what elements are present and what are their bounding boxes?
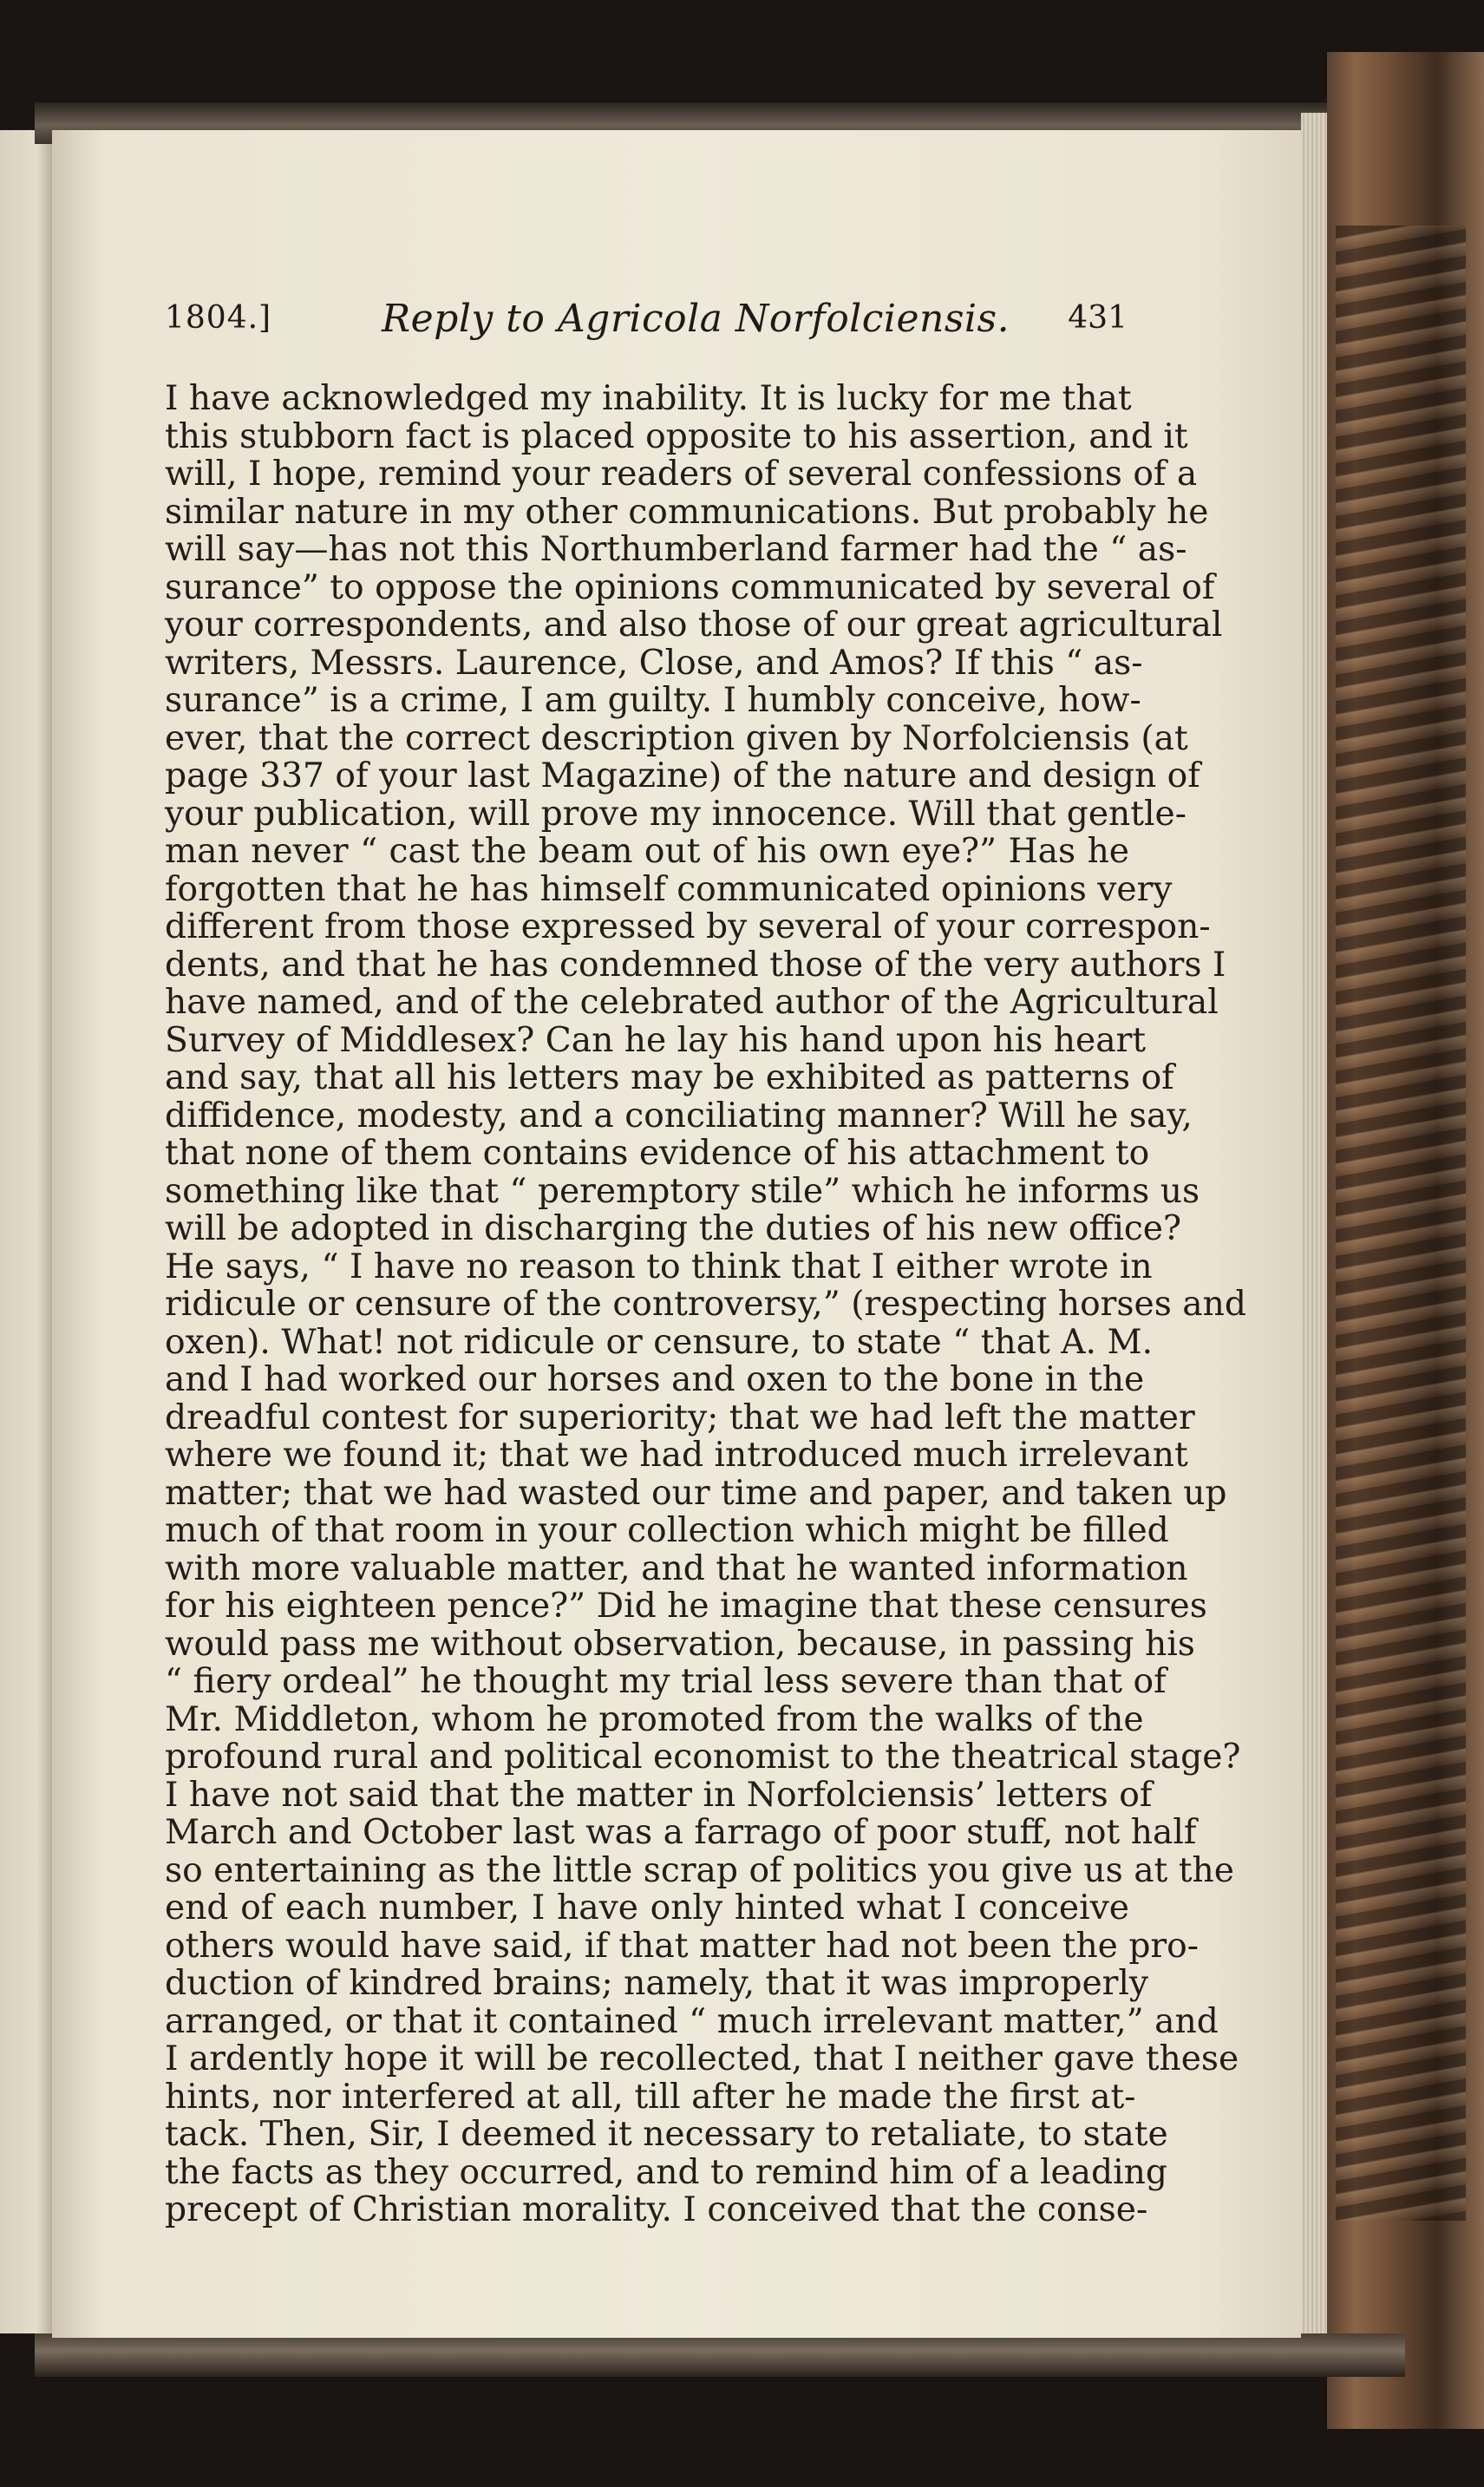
- text-line: similar nature in my other communications. But probably he: [165, 492, 1209, 532]
- header-year: 1804.]: [165, 300, 272, 336]
- text-line: man never “ cast the beam out of his own eye?” Has he: [165, 832, 1129, 871]
- text-line: dreadful contest for superiority; that we had left the matter: [165, 1397, 1195, 1437]
- text-line: duction of kindred brains; namely, that it was improperly: [165, 1964, 1149, 2003]
- marbled-binding: [1336, 226, 1466, 2221]
- page-number: 431: [1068, 300, 1128, 336]
- text-line: your correspondents, and also those of our great agricultural: [165, 605, 1223, 645]
- text-line: hints, nor interfered at all, till after he made the first at-: [165, 2077, 1136, 2117]
- body-text: [165, 379, 1246, 2229]
- text-line: forgotten that he has himself communicated opinions very: [165, 869, 1173, 909]
- text-line: He says, “ I have no reason to think that I either wrote in: [165, 1247, 1153, 1286]
- text-line: diffidence, modesty, and a conciliating manner? Will he say,: [165, 1096, 1193, 1136]
- text-line: this stubborn fact is placed opposite to his assertion, and it: [165, 416, 1188, 456]
- text-line: writers, Messrs. Laurence, Close, and Amos? If this “ as-: [165, 643, 1143, 683]
- text-line: where we found it; that we had introduced much irrelevant: [165, 1436, 1188, 1475]
- page-stack-edge: [1301, 113, 1327, 2351]
- text-line: the facts as they occurred, and to remind him of a leading: [165, 2152, 1167, 2192]
- text-line: surance” is a crime, I am guilty. I humbly conceive, how-: [165, 681, 1141, 720]
- text-line: March and October last was a farrago of poor stuff, not half: [165, 1813, 1197, 1852]
- text-line: profound rural and political economist to the theatrical stage?: [165, 1738, 1241, 1777]
- facing-page-edge: [0, 130, 52, 2333]
- text-line: for his eighteen pence?” Did he imagine that these censures: [165, 1587, 1207, 1626]
- text-line: I have acknowledged my inability. It is lucky for me that: [165, 379, 1132, 418]
- text-line: ridicule or censure of the controversy,” (respecting horses and: [165, 1285, 1246, 1324]
- text-line: I ardently hope it will be recollected, that I neither gave these: [165, 2039, 1239, 2078]
- text-line: ever, that the correct description given by Norfolciensis (at: [165, 718, 1188, 758]
- text-line: others would have said, if that matter had not been the pro-: [165, 1926, 1199, 1966]
- text-line: with more valuable matter, and that he wanted information: [165, 1548, 1188, 1588]
- text-line: will be adopted in discharging the duties of his new office?: [165, 1209, 1182, 1248]
- text-line: so entertaining as the little scrap of politics you give us at the: [165, 1850, 1234, 1890]
- text-line: end of each number, I have only hinted what I conceive: [165, 1888, 1129, 1927]
- text-line: precept of Christian morality. I conceived that the conse-: [165, 2190, 1148, 2229]
- text-line: different from those expressed by several of your correspon-: [165, 907, 1211, 946]
- text-line: your publication, will prove my innocence. Will that gentle-: [165, 794, 1187, 834]
- bottom-page-edge: [35, 2333, 1405, 2377]
- text-line: will, I hope, remind your readers of several confessions of a: [165, 455, 1198, 494]
- text-line: Mr. Middleton, whom he promoted from the walks of the: [165, 1699, 1144, 1739]
- text-line: tack. Then, Sir, I deemed it necessary to retaliate, to state: [165, 2115, 1168, 2154]
- text-line: Survey of Middlesex? Can he lay his hand upon his heart: [165, 1020, 1147, 1060]
- text-line: surance” to oppose the opinions communicated by several of: [165, 567, 1215, 607]
- text-line: have named, and of the celebrated author of the Agricultural: [165, 983, 1219, 1022]
- running-header: [165, 295, 1128, 356]
- header-title: Reply to Agricola Norfolciensis.: [382, 297, 1010, 341]
- text-line: and say, that all his letters may be exhibited as patterns of: [165, 1058, 1174, 1097]
- text-line: something like that “ peremptory stile” which he informs us: [165, 1171, 1200, 1211]
- text-line: will say—has not this Northumberland farmer had the “ as-: [165, 530, 1187, 569]
- text-line: arranged, or that it contained “ much irrelevant matter,” and: [165, 2001, 1219, 2041]
- text-line: dents, and that he has condemned those of the very authors I: [165, 945, 1226, 985]
- text-line: I have not said that the matter in Norfolciensis’ letters of: [165, 1775, 1153, 1815]
- text-line: and I had worked our horses and oxen to the bone in the: [165, 1360, 1145, 1399]
- text-line: page 337 of your last Magazine) of the nature and design of: [165, 756, 1200, 795]
- text-line: much of that room in your collection which might be filled: [165, 1511, 1169, 1550]
- text-line: matter; that we had wasted our time and paper, and taken up: [165, 1473, 1227, 1513]
- text-line: that none of them contains evidence of his attachment to: [165, 1134, 1150, 1173]
- text-line: oxen). What! not ridicule or censure, to state “ that A. M.: [165, 1322, 1154, 1362]
- text-line: “ fiery ordeal” he thought my trial less severe than that of: [165, 1662, 1167, 1701]
- text-line: would pass me without observation, because, in passing his: [165, 1624, 1195, 1664]
